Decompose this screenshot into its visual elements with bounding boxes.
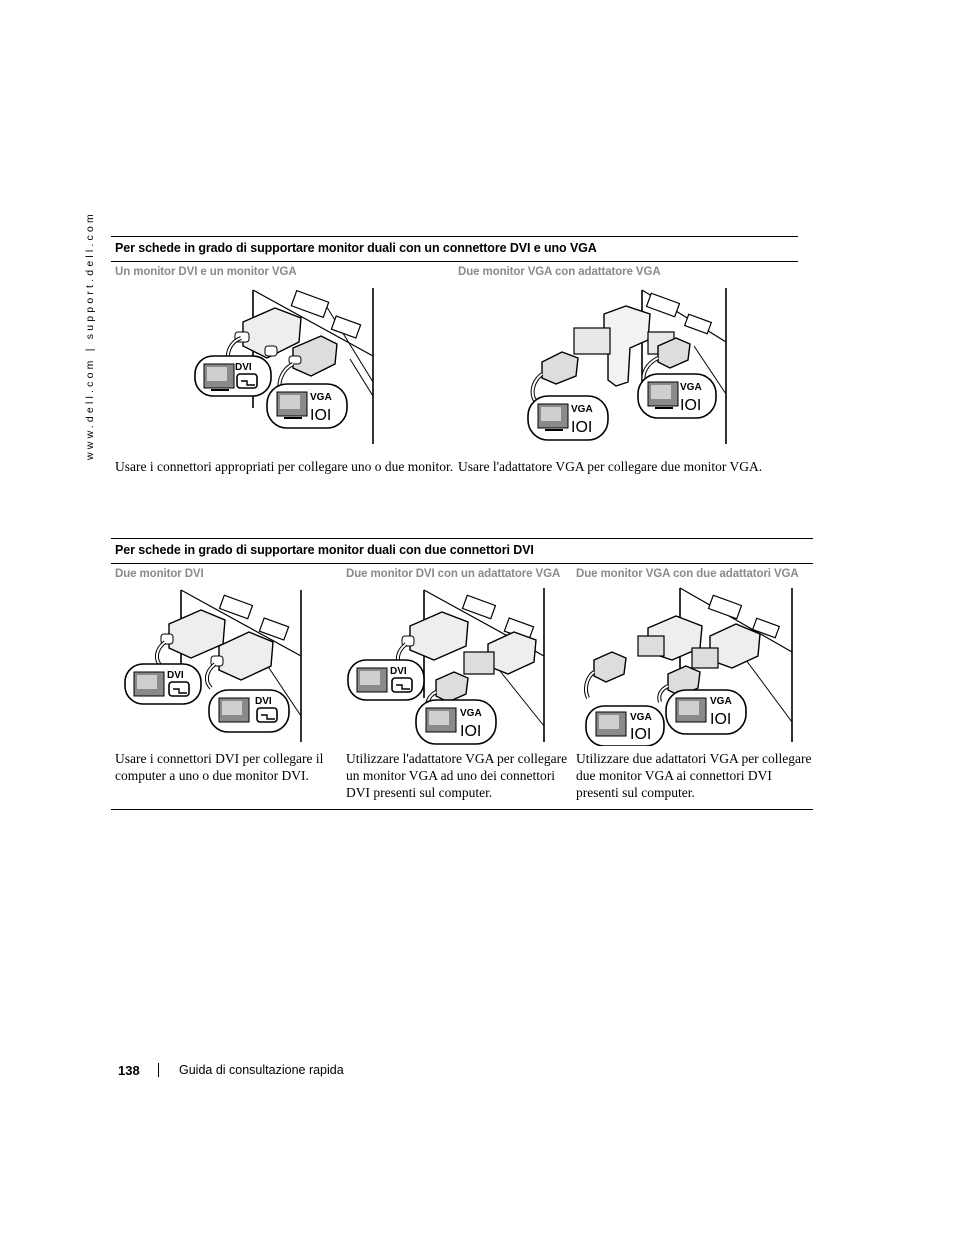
column-text: Utilizzare l'adattatore VGA per collegare un monitor VGA ad uno dei connettori DVI presenti sul computer. — [346, 751, 568, 800]
port-label-dvi: DVI — [167, 670, 184, 681]
connection-figure — [458, 284, 798, 452]
column-heading: Due monitor DVI — [115, 568, 204, 580]
column-text: Usare l'adattatore VGA per collegare due monitor VGA. — [458, 459, 763, 474]
port-label-vga: VGA — [460, 708, 482, 719]
table-title: Per schede in grado di supportare monitor duali con un connettore DVI e uno VGA — [111, 236, 798, 262]
footer-separator — [158, 1063, 159, 1077]
table-bottom-rule — [111, 809, 813, 810]
column-text: Usare i connettori DVI per collegare il computer a uno o due monitor DVI. — [115, 751, 324, 783]
column-text: Utilizzare due adattatori VGA per collegare due monitor VGA ai connettori DVI presenti sul computer. — [576, 751, 812, 800]
column-dvi-vga-adapter — [342, 564, 572, 801]
column-text: Usare i connettori appropriati per collegare uno o due monitor. — [115, 459, 454, 474]
svg-text:IOI: IOI — [460, 723, 482, 740]
column-dual-vga-adapters — [572, 564, 813, 801]
table-dual-dvi — [111, 538, 813, 810]
svg-text:IOI: IOI — [571, 419, 593, 436]
svg-text:IOI: IOI — [710, 711, 732, 728]
port-label-vga: VGA — [710, 696, 732, 707]
column-heading: Due monitor DVI con un adattatore VGA — [346, 568, 561, 580]
svg-text:IOI: IOI — [680, 397, 702, 414]
connection-figure — [576, 586, 813, 746]
page-number: 138 — [118, 1063, 140, 1078]
port-label-dvi: DVI — [390, 666, 407, 677]
svg-text:IOI: IOI — [310, 407, 332, 424]
port-label-vga: VGA — [630, 712, 652, 723]
table-title: Per schede in grado di supportare monitor duali con due connettori DVI — [111, 538, 813, 564]
connection-figure — [115, 586, 342, 746]
column-heading: Due monitor VGA con adattatore VGA — [458, 266, 661, 278]
column-heading: Un monitor DVI e un monitor VGA — [115, 266, 297, 278]
port-label-vga: VGA — [680, 382, 702, 393]
port-label-vga: VGA — [571, 404, 593, 415]
table-dvi-vga — [111, 236, 798, 475]
port-label-vga: VGA — [310, 392, 332, 403]
column-vga-adapter — [454, 262, 798, 475]
connection-figure — [346, 586, 572, 746]
footer-title: Guida di consultazione rapida — [179, 1063, 344, 1077]
port-label-dvi: DVI — [235, 362, 252, 373]
column-dual-dvi — [111, 564, 342, 801]
svg-text:IOI: IOI — [630, 726, 652, 743]
column-dvi-vga — [111, 262, 454, 475]
column-heading: Due monitor VGA con due adattatori VGA — [576, 568, 799, 580]
port-label-dvi: DVI — [255, 696, 272, 707]
connection-figure — [115, 284, 454, 452]
side-url: www.dell.com | support.dell.com — [84, 211, 96, 460]
